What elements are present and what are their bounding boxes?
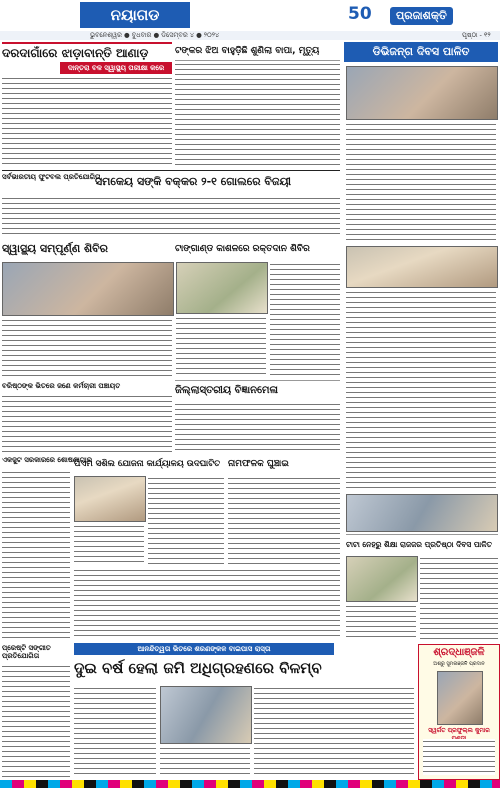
story-5-photo [2, 262, 174, 316]
story-14-body [74, 686, 156, 778]
story-14-body-2 [254, 686, 414, 778]
story-3-photo-2 [346, 246, 498, 288]
story-9-kicker: ବରିଷ୍ଠଙ୍କ ଭିତରେ ଜଣେ କର୍ମଚାରୀ ପଞ୍ଚାୟତ [2, 382, 121, 390]
story-7 [175, 380, 340, 401]
date-text: ଭୁବନେଶ୍ୱର ● ବୁଧବାର ● ଡିସେମ୍ବର ୪ ● ୨୦୨୪ [90, 31, 220, 39]
story-13-kicker: ଏକଜୁଟ ସରକାରରେ ଶୋଷଣାଗାର [2, 456, 93, 464]
story-1-body [2, 76, 172, 168]
section-title: ନୟାଗଡ [80, 2, 190, 28]
story-5-headline: ସ୍ୱାସ୍ଥ୍ୟ ସମ୍ପୂର୍ଣ୍ଣ ଶିବିର [2, 242, 109, 255]
story-12-headline: ଟାଟା ନେହରୁ ଶିକ୍ଷା ରାଜଜର ପ୍ରତିଷ୍ଠା ଦିବସ ପାଳିତ [346, 540, 492, 549]
story-10-body [148, 476, 224, 564]
story-14-kicker-bar [74, 643, 334, 655]
story-13-body [2, 470, 70, 640]
story-1-subhead: ଦାନ୍ତରା ବଳ ସ୍ୱାସ୍ଥ୍ୟ ପରୀକ୍ଷା କରେ [60, 62, 172, 74]
anniversary-logo: 50 [348, 4, 372, 24]
story-15-kicker: ପ୍ରେଷ୍ଟି ସଙ୍ଗୀତ ପ୍ରତିଯୋଗିତା [2, 644, 51, 660]
story-10-headline: ପିଏମ ସଶିଲ ଯୋଜନା କାର୍ଯ୍ୟାଳୟ ଉଦଘାଟିତ [74, 459, 221, 469]
story-12-photo [346, 556, 418, 602]
story-7-headline: ଜିଲ୍ଲାସ୍ତରୀୟ ବିଜ୍ଞାନମେଳା [175, 385, 279, 396]
story-10-photo [74, 476, 146, 522]
story-5-body [2, 318, 172, 378]
page-number: ପୃଷ୍ଠା - ୧୨ [462, 31, 491, 39]
story-11 [228, 454, 340, 474]
story-2 [175, 42, 340, 61]
color-registration-strip [0, 780, 500, 788]
story-1-headline: ଦରଦାଗାଁରେ ଝାଡ଼ାବାନ୍ତି ଆଣାଡ଼ [2, 46, 149, 60]
story-12 [346, 534, 498, 555]
story-9-body [2, 394, 172, 452]
obituary-body [423, 739, 495, 775]
story-4-body [2, 196, 340, 236]
story-5 [2, 238, 172, 260]
story-3-headline: ଡିଭିଜନ୍ଗ ଦିବସ ପାଳିତ [372, 45, 470, 58]
story-7-body [175, 402, 340, 452]
obituary-name: ସ୍ୱର୍ଗତ ପ୍ରଫୁଲ୍ଲ କୁମାର [428, 727, 490, 734]
story-10 [74, 454, 224, 474]
story-3-photo [346, 66, 498, 120]
story-11-body [228, 476, 340, 564]
story-14-headline: ଦୁଇ ବର୍ଷ ହେଲା ଜମି ଅଧିଗ୍ରହଣରେ ବିଳମ୍ବ [74, 659, 322, 677]
story-14-kicker: ଆନନ୍ଦିତ୍ୱତା ଭିତରେ ଶରଣଙ୍କଳ ବାଇପାସ ରାସ୍ତା [137, 645, 271, 653]
obituary-portrait [437, 671, 483, 725]
story-12-body [420, 556, 498, 640]
story-15-body [2, 664, 70, 778]
story-2-headline: ଟଙ୍କର ଝିଅ ବାହୁଡ଼ିଛି ଶୁଣିଲା ବାପା, ମୃତ୍ୟୁ [175, 46, 320, 56]
obituary-box [418, 644, 500, 780]
story-4-headline: ସମକେୟ ସଙ୍କି ବକ୍କର ୨-୧ ଗୋଲରେ ବିଜୟୀ [95, 175, 292, 188]
story-6-headline: ଟାଙ୍ଗାଣ୍ଡ କାଶଳରେ ରକ୍ତଦାନ ଶିବିର [175, 244, 310, 254]
story-6-body-2 [176, 316, 266, 378]
center-body [74, 568, 340, 640]
story-2-body [175, 62, 340, 168]
story-12-body-2 [346, 604, 416, 640]
story-3-header [344, 42, 498, 62]
story-6-body [270, 262, 340, 378]
right-column-body [346, 290, 496, 490]
brand-logo: ପ୍ରଜାଶକ୍ତି [390, 7, 453, 25]
masthead [0, 0, 500, 30]
story-6 [175, 238, 340, 260]
obituary-title: ଶ୍ରଦ୍ଧାଞ୍ଜଳି [433, 647, 485, 658]
story-14-body-3 [160, 746, 250, 778]
story-4-kicker: ସର୍ବଭାରତୀୟ ଫୁଟବଲ ପ୍ରତିଯୋଗିତା [2, 173, 101, 181]
right-column-photo [346, 494, 498, 532]
story-3-body [346, 122, 496, 242]
dateline [0, 31, 500, 40]
story-11-headline: ନାମଫଳକ ଘୁଞ୍ଚାଇ [228, 459, 289, 469]
obituary-subtitle: ଅଶ୍ରୁ ସୁମନାଞ୍ଜଳି ପ୍ରଦାନ [433, 661, 485, 667]
story-6-photo [176, 262, 268, 314]
story-14-photo [160, 686, 252, 744]
story-10-body-2 [74, 524, 144, 564]
